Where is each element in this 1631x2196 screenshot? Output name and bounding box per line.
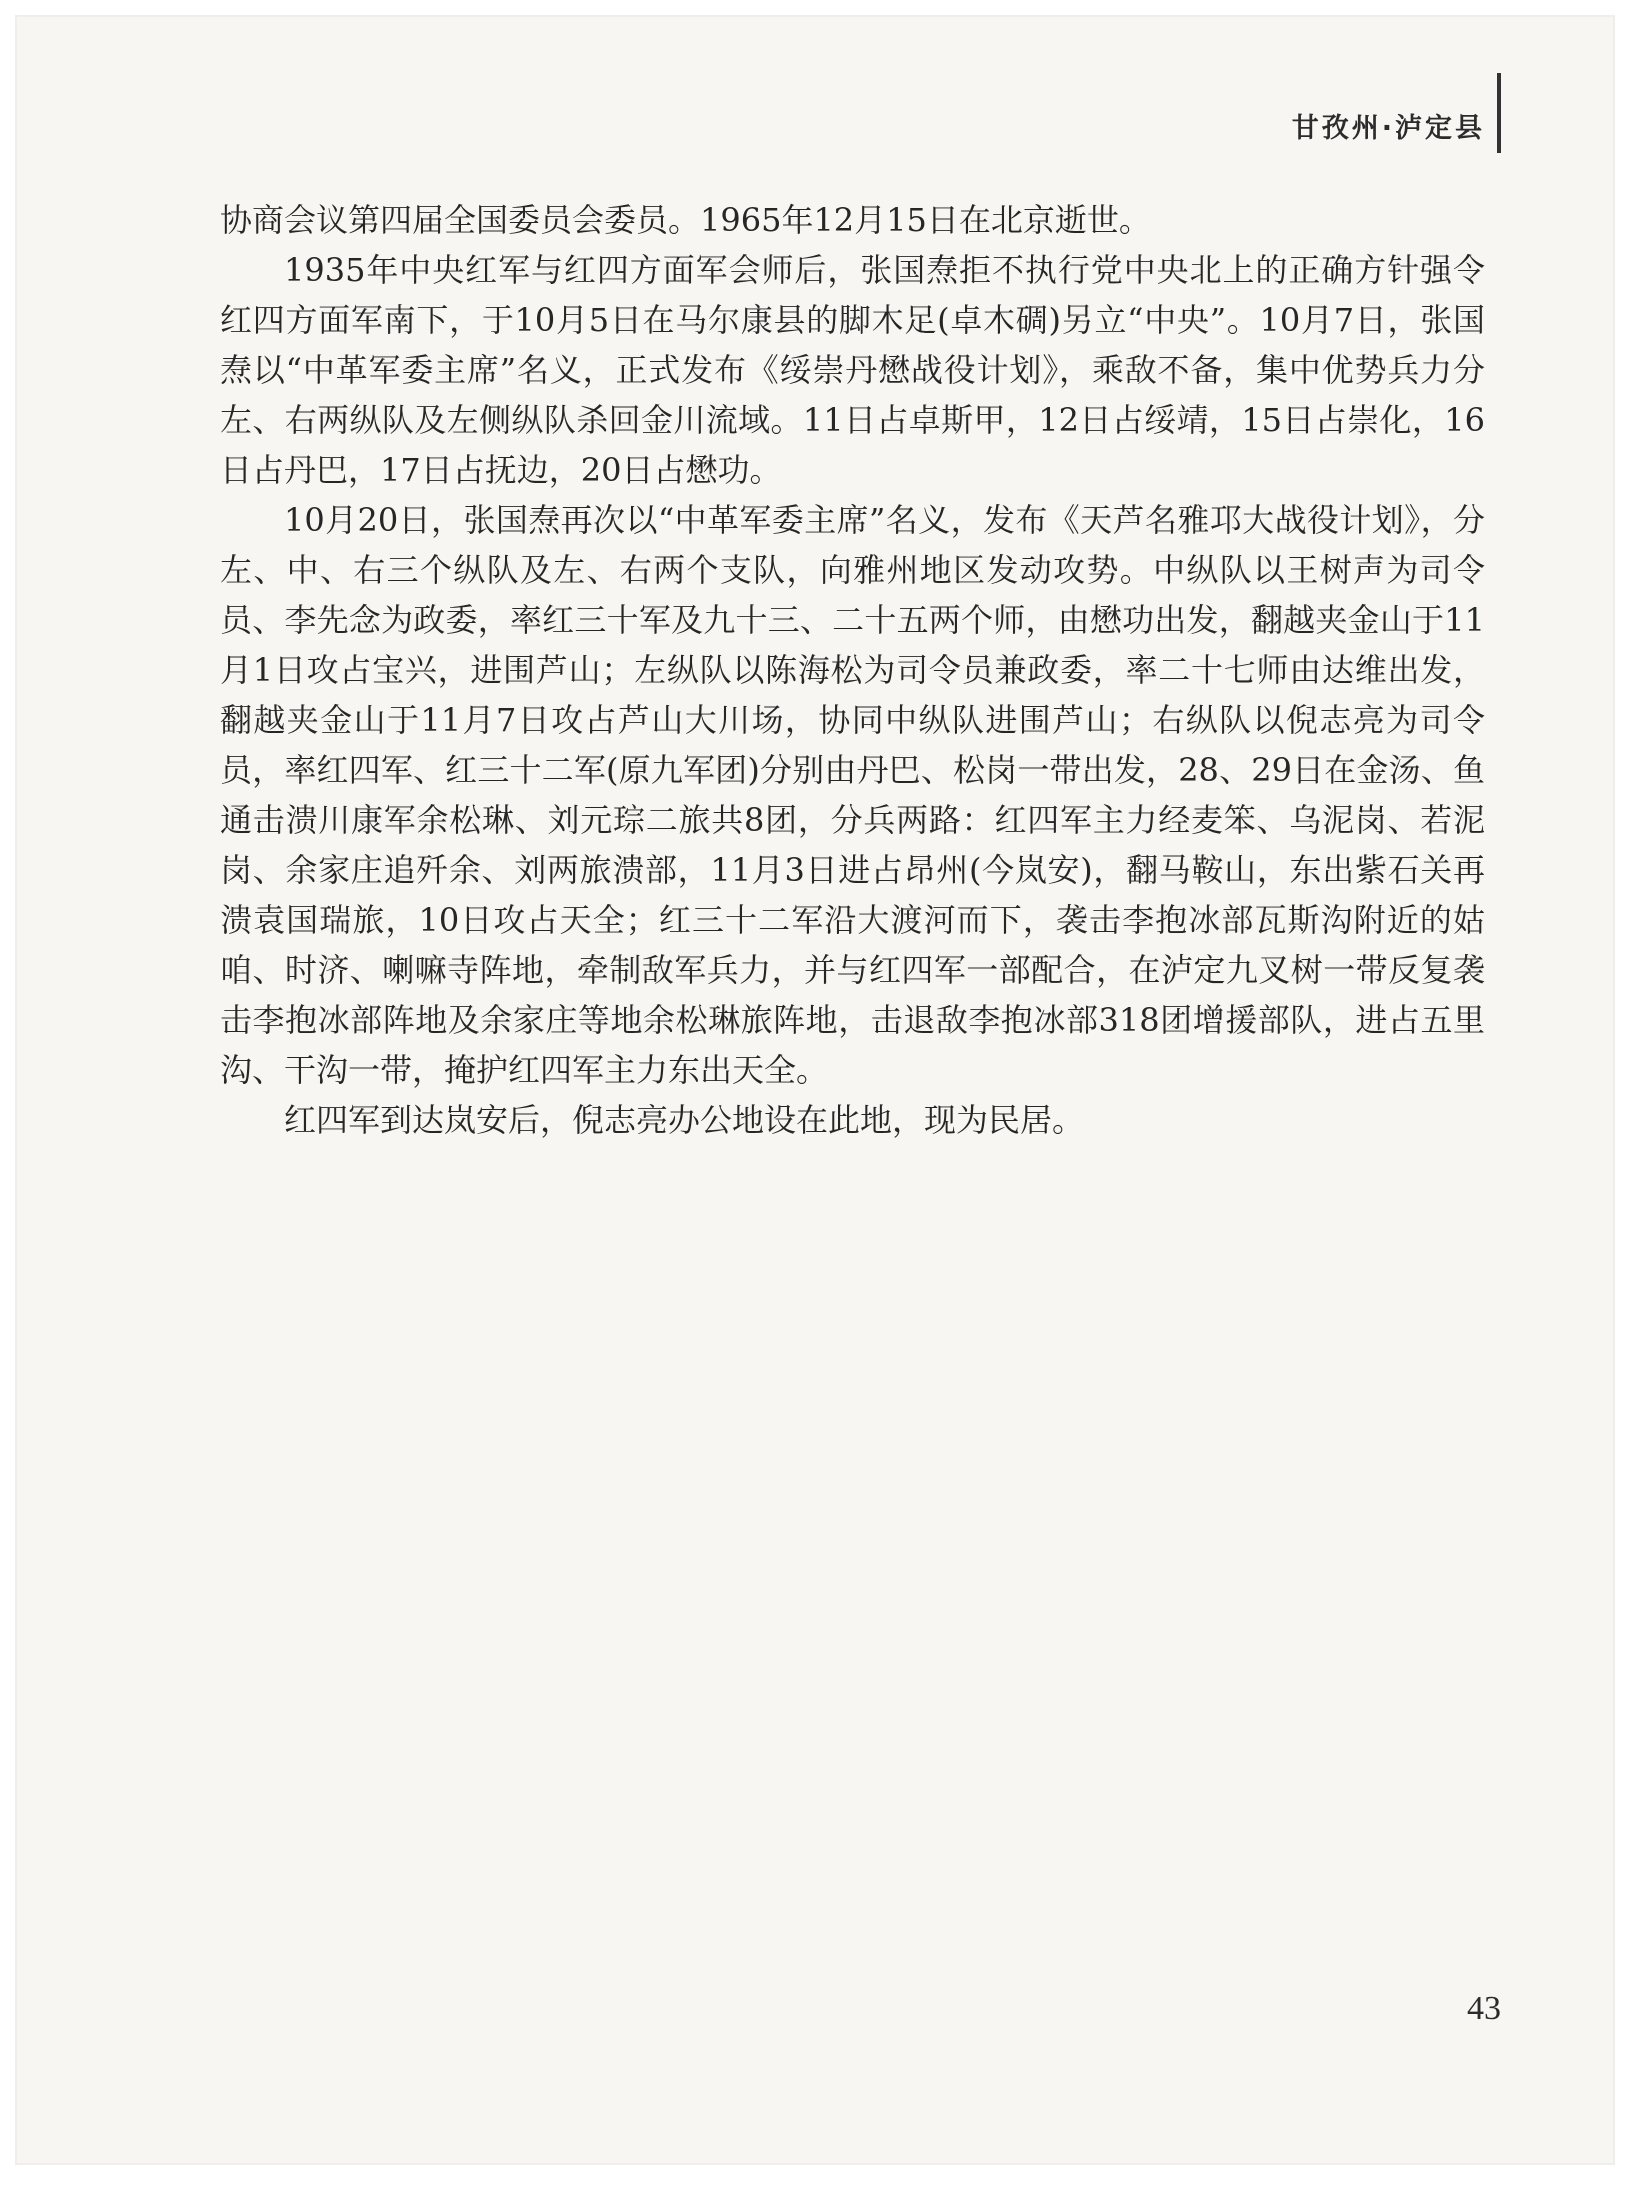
paragraph: 10月20日，张国焘再次以“中革军委主席”名义，发布《天芦名雅邛大战役计划》，分左、中、右三个纵队及左、右两个支队，向雅州地区发动攻势。中纵队以王树声为司令员、李先念为政委，率红三十军及九十三、二十五两个师，由懋功出发，翻越夹金山于11月1日攻占宝兴，进围芦山；左纵队以陈海松为司令员兼政委，率二十七师由达维出发，翻越夹金山于11月7日攻占芦山大川场，协同中纵队进围芦山；右纵队以倪志亮为司令员，率红四军、红三十二军(原九军团)分别由丹巴、松岗一带出发，28、29日在金汤、鱼通击溃川康军余松琳、刘元琮二旅共8团，分兵两路：红四军主力经麦笨、乌泥岗、若泥岗、余家庄追歼余、刘两旅溃部，11月3日进占昂州(今岚安)，翻马鞍山，东出紫石关再溃袁国瑞旅，10日攻占天全；红三十二军沿大渡河而下，袭击李抱冰部瓦斯沟附近的姑咱、时济、喇嘛寺阵地，牵制敌军兵力，并与红四军一部配合，在泸定九叉树一带反复袭击李抱冰部阵地及余家庄等地余松琳旅阵地，击退敌李抱冰部318团增援部队，进占五里沟、干沟一带，掩护红四军主力东出天全。 (220, 501, 1485, 1089)
running-header: 甘孜州·泸定县 (1291, 113, 1485, 144)
body-text (220, 195, 1485, 1145)
page-number: 43 (1467, 1990, 1501, 2027)
paragraph-continuation: 协商会议第四届全国委员会委员。1965年12月15日在北京逝世。 (220, 201, 1151, 239)
paragraph: 红四军到达岚安后，倪志亮办公地设在此地，现为民居。 (284, 1101, 1085, 1139)
header-rule (1497, 73, 1501, 153)
document-page (15, 15, 1615, 2165)
paragraph: 1935年中央红军与红四方面军会师后，张国焘拒不执行党中央北上的正确方针强令红四方面军南下，于10月5日在马尔康县的脚木足(卓木碉)另立“中央”。10月7日，张国焘以“中革军委主席”名义，正式发布《绥崇丹懋战役计划》，乘敌不备，集中优势兵力分左、右两纵队及左侧纵队杀回金川流域。11日占卓斯甲，12日占绥靖，15日占崇化，16日占丹巴，17日占抚边，20日占懋功。 (220, 251, 1485, 489)
